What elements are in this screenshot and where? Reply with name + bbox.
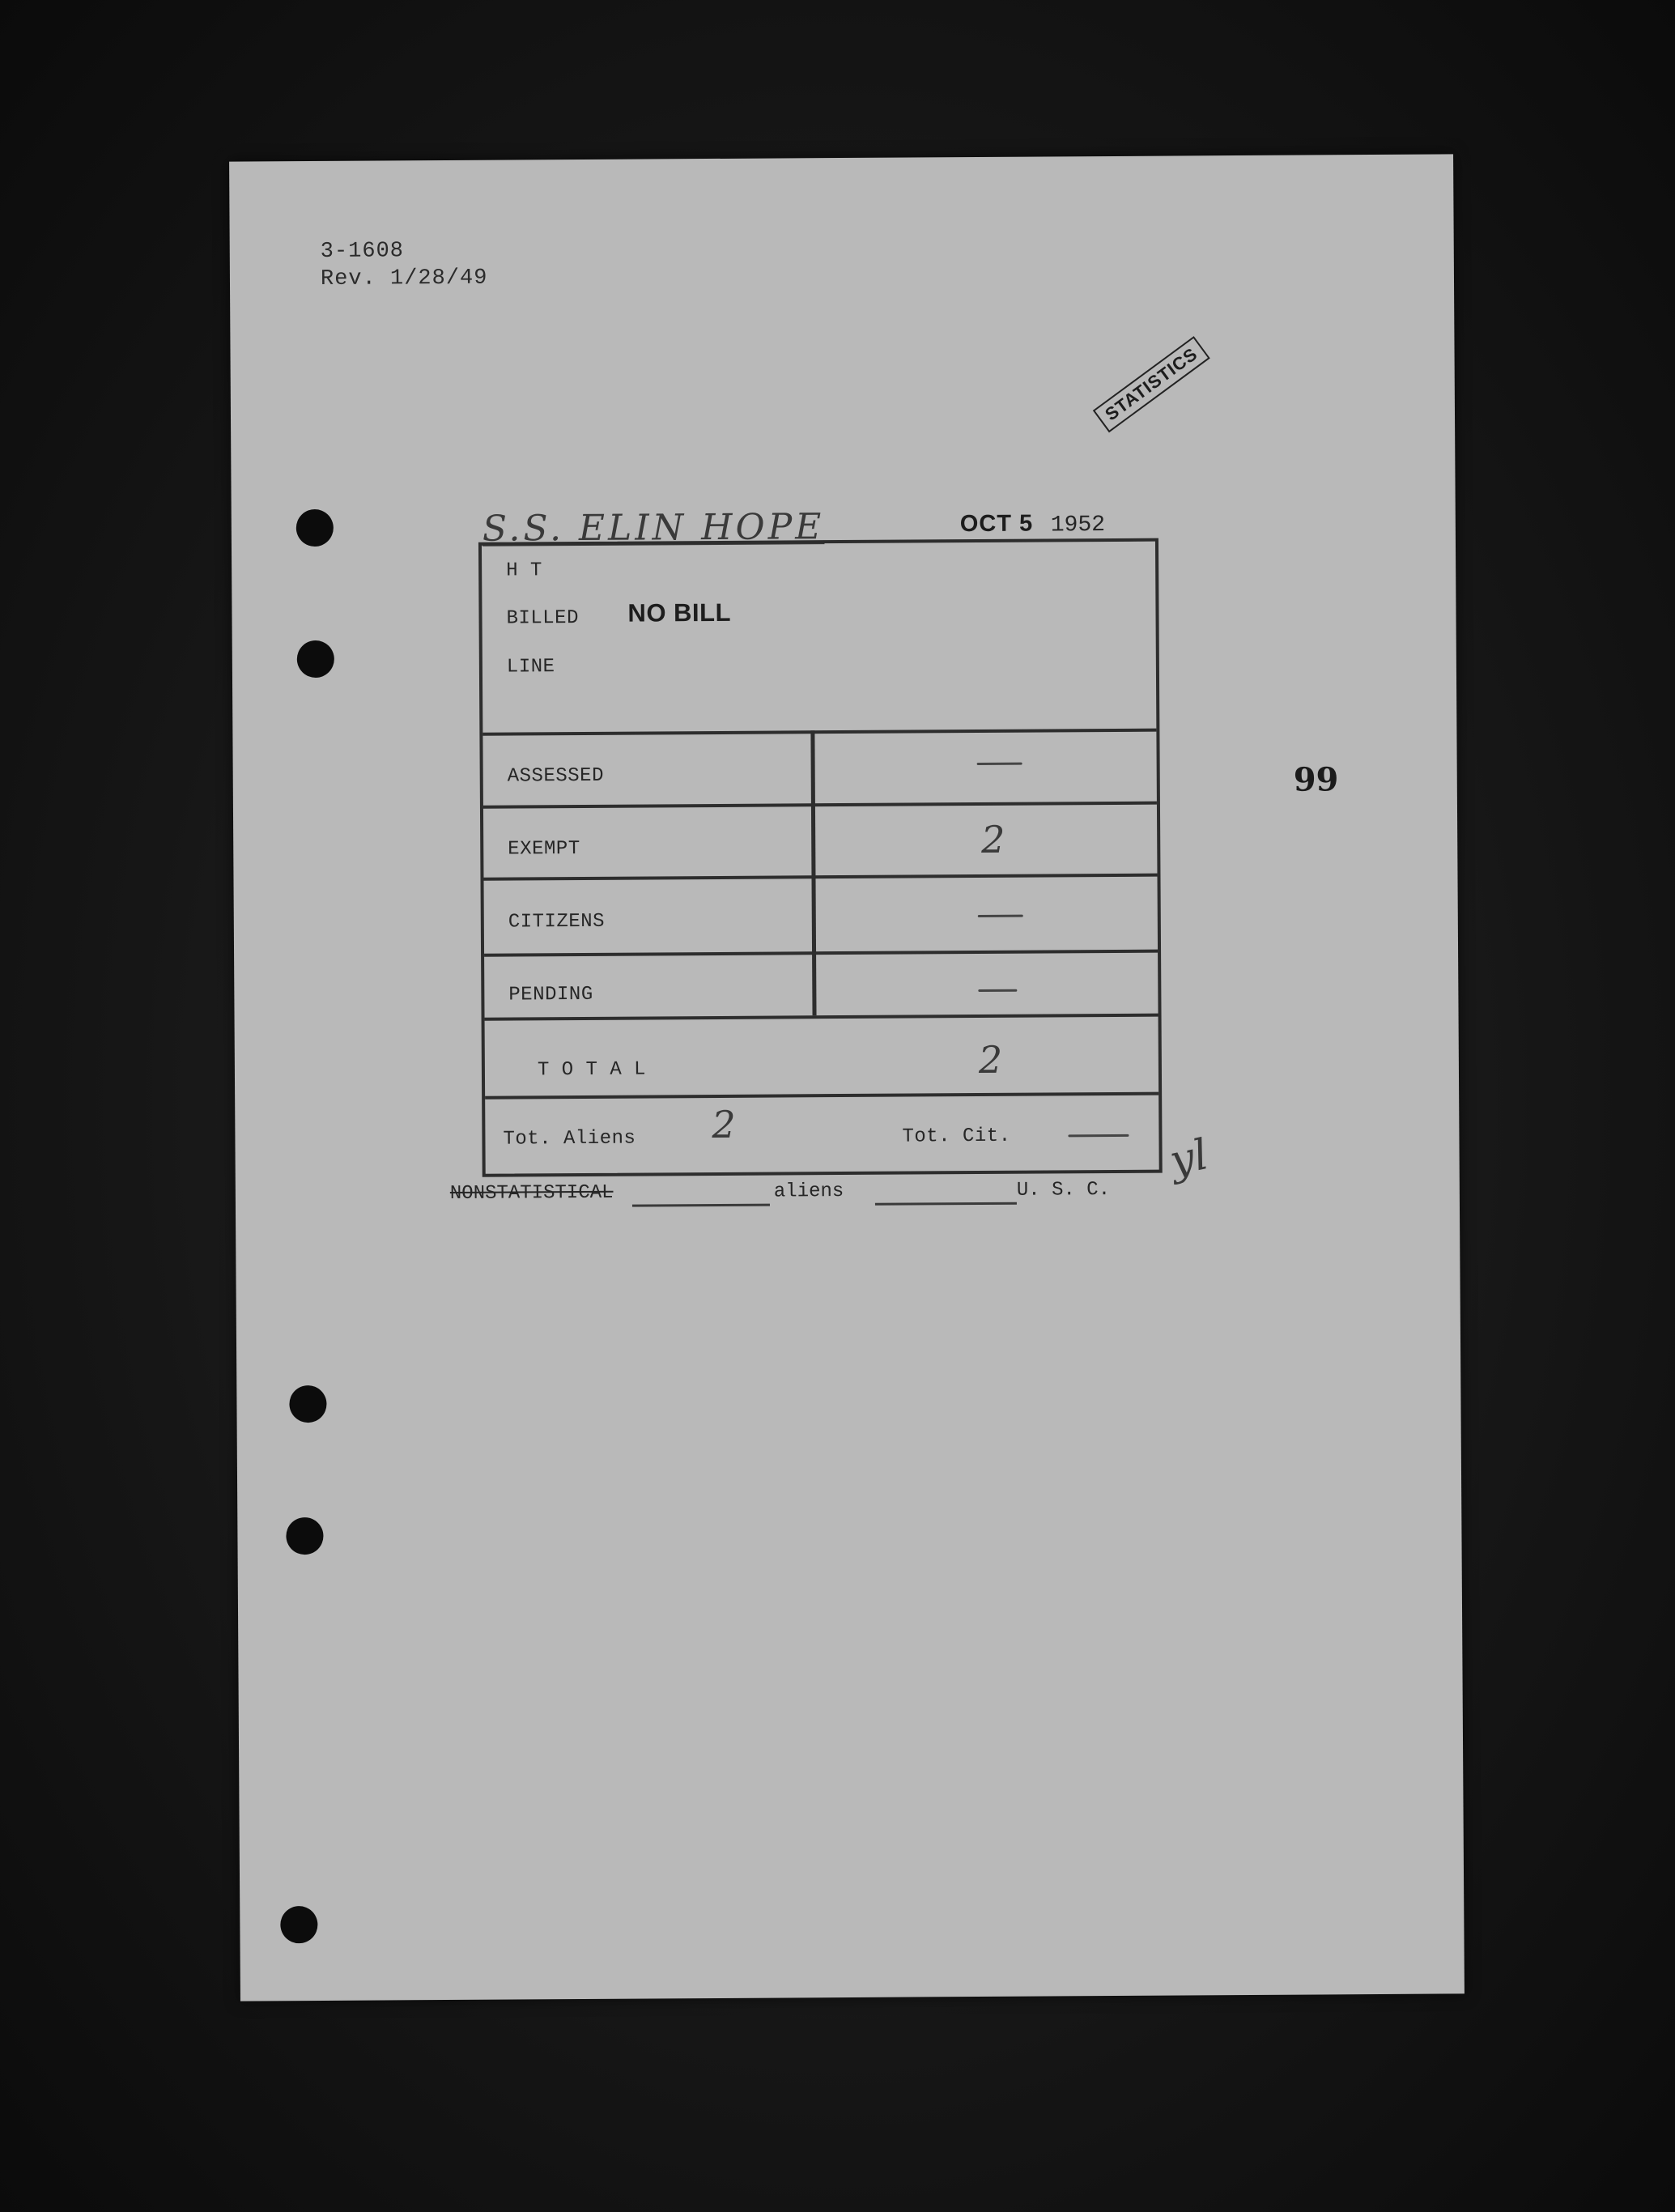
nonstatistical-label: NONSTATISTICAL bbox=[449, 1181, 614, 1205]
row-label-exempt: EXEMPT bbox=[508, 838, 580, 861]
total-citizens-value bbox=[1068, 1134, 1129, 1137]
total-citizens-label: Tot. Cit. bbox=[902, 1125, 1011, 1148]
aliens-blank bbox=[875, 1202, 1017, 1206]
document-sheet bbox=[229, 154, 1465, 2001]
billed-label: BILLED bbox=[506, 607, 580, 630]
column-divider bbox=[810, 730, 816, 1015]
no-bill-stamp: NO BILL bbox=[627, 598, 732, 627]
total-aliens-label: Tot. Aliens bbox=[503, 1127, 636, 1151]
row-divider bbox=[483, 802, 1157, 809]
form-revision: Rev. 1/28/49 bbox=[320, 266, 488, 291]
row-label-citizens: CITIZENS bbox=[508, 910, 606, 934]
row-divider bbox=[485, 1014, 1158, 1021]
line-label: LINE bbox=[506, 656, 555, 678]
total-value: 2 bbox=[978, 1037, 1003, 1083]
vessel-name: S.S. ELIN HOPE bbox=[482, 506, 825, 550]
total-aliens-value: 2 bbox=[712, 1102, 736, 1147]
binder-hole bbox=[286, 1517, 323, 1555]
statistics-stamp: STATISTICS bbox=[1093, 336, 1210, 432]
divider bbox=[485, 1092, 1158, 1100]
page-number: 99 bbox=[1293, 760, 1339, 799]
row-label-assessed: ASSESSED bbox=[507, 764, 605, 788]
date-year: 1952 bbox=[1050, 513, 1106, 538]
total-label: T O T A L bbox=[537, 1058, 647, 1082]
binder-hole bbox=[297, 640, 334, 678]
date-stamp: OCT 5 bbox=[959, 510, 1034, 538]
binder-hole bbox=[280, 1906, 317, 1943]
row-value-pending bbox=[978, 989, 1017, 992]
binder-hole bbox=[289, 1385, 326, 1423]
row-divider bbox=[484, 950, 1158, 957]
row-value-assessed bbox=[977, 763, 1022, 765]
footer-line bbox=[449, 1179, 1111, 1292]
form-identifier bbox=[321, 237, 488, 293]
binder-hole bbox=[296, 509, 334, 547]
manifest-form-box bbox=[478, 538, 1163, 1177]
row-divider bbox=[483, 874, 1157, 881]
row-label-pending: PENDING bbox=[508, 983, 593, 1006]
divider bbox=[483, 729, 1156, 736]
ht-label: H T bbox=[506, 559, 542, 582]
row-value-citizens bbox=[978, 915, 1023, 917]
form-number: 3-1608 bbox=[320, 239, 405, 264]
usc-label: U. S. C. bbox=[1016, 1179, 1111, 1202]
nonstatistical-blank bbox=[632, 1204, 770, 1207]
row-value-exempt: 2 bbox=[981, 817, 1005, 861]
aliens-label: aliens bbox=[773, 1180, 844, 1203]
initials: yl bbox=[1165, 1130, 1213, 1186]
